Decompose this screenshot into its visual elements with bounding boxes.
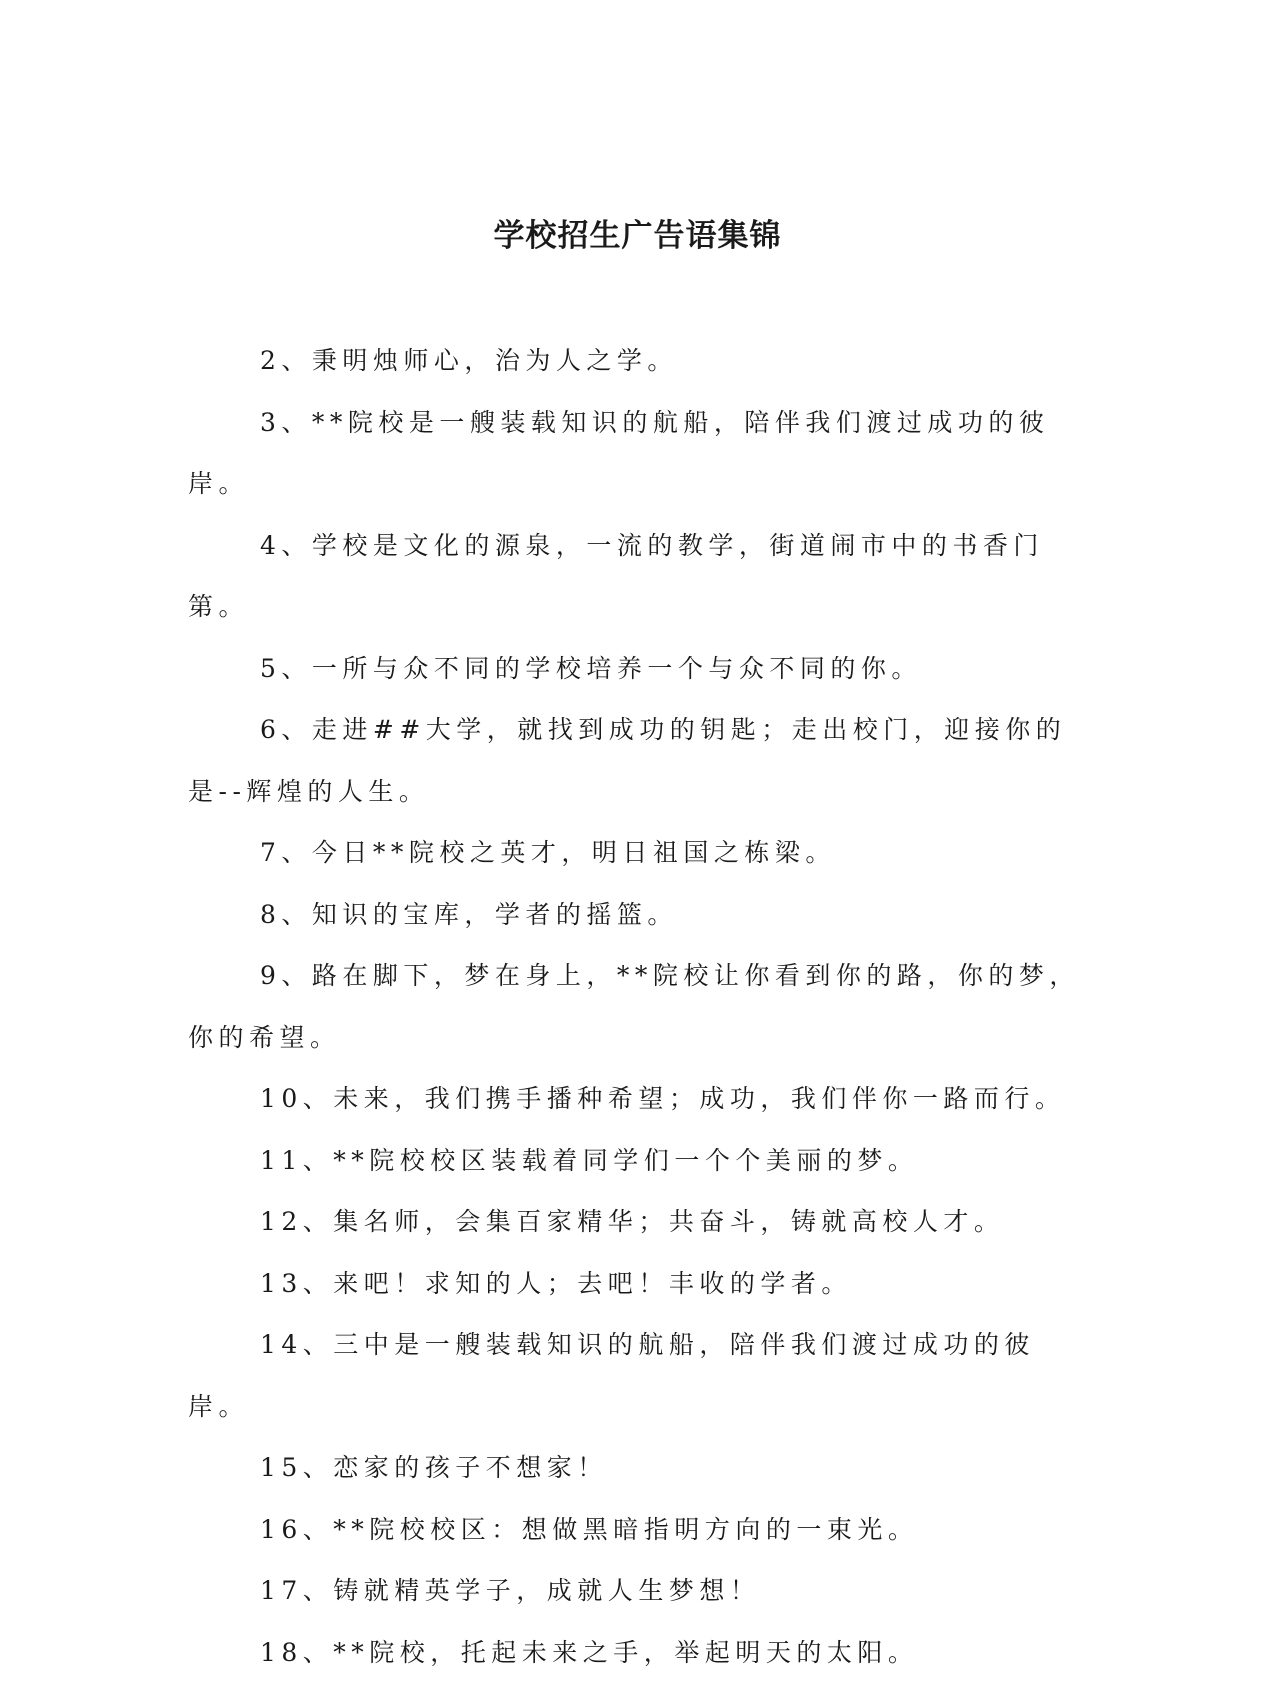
slogan-item: 17、铸就精英学子，成就人生梦想！ — [188, 1560, 1088, 1622]
slogan-item: 7、今日**院校之英才，明日祖国之栋梁。 — [188, 822, 1088, 884]
slogan-item: 12、集名师，会集百家精华；共奋斗，铸就高校人才。 — [188, 1191, 1088, 1253]
slogan-item: 18、**院校，托起未来之手，举起明天的太阳。 — [188, 1622, 1088, 1683]
slogan-item: 5、一所与众不同的学校培养一个与众不同的你。 — [188, 638, 1088, 700]
slogan-item: 10、未来，我们携手播种希望；成功，我们伴你一路而行。 — [188, 1068, 1088, 1130]
document-title: 学校招生广告语集锦 — [0, 210, 1275, 255]
slogan-item: 11、**院校校区装载着同学们一个个美丽的梦。 — [188, 1130, 1088, 1192]
slogan-item: 4、学校是文化的源泉，一流的教学，街道闹市中的书香门第。 — [188, 515, 1088, 638]
slogan-item: 14、三中是一艘装载知识的航船，陪伴我们渡过成功的彼岸。 — [188, 1314, 1088, 1437]
slogan-item: 2、秉明烛师心，治为人之学。 — [188, 330, 1088, 392]
slogan-item: 6、走进##大学，就找到成功的钥匙；走出校门，迎接你的是--辉煌的人生。 — [188, 699, 1088, 822]
slogan-item: 8、知识的宝库，学者的摇篮。 — [188, 884, 1088, 946]
slogan-item: 15、恋家的孩子不想家！ — [188, 1437, 1088, 1499]
slogan-list — [188, 330, 1088, 1683]
slogan-item: 9、路在脚下，梦在身上，**院校让你看到你的路，你的梦，你的希望。 — [188, 945, 1088, 1068]
slogan-item: 3、**院校是一艘装载知识的航船，陪伴我们渡过成功的彼岸。 — [188, 392, 1088, 515]
slogan-item: 16、**院校校区：想做黑暗指明方向的一束光。 — [188, 1499, 1088, 1561]
slogan-item: 13、来吧！求知的人；去吧！丰收的学者。 — [188, 1253, 1088, 1315]
